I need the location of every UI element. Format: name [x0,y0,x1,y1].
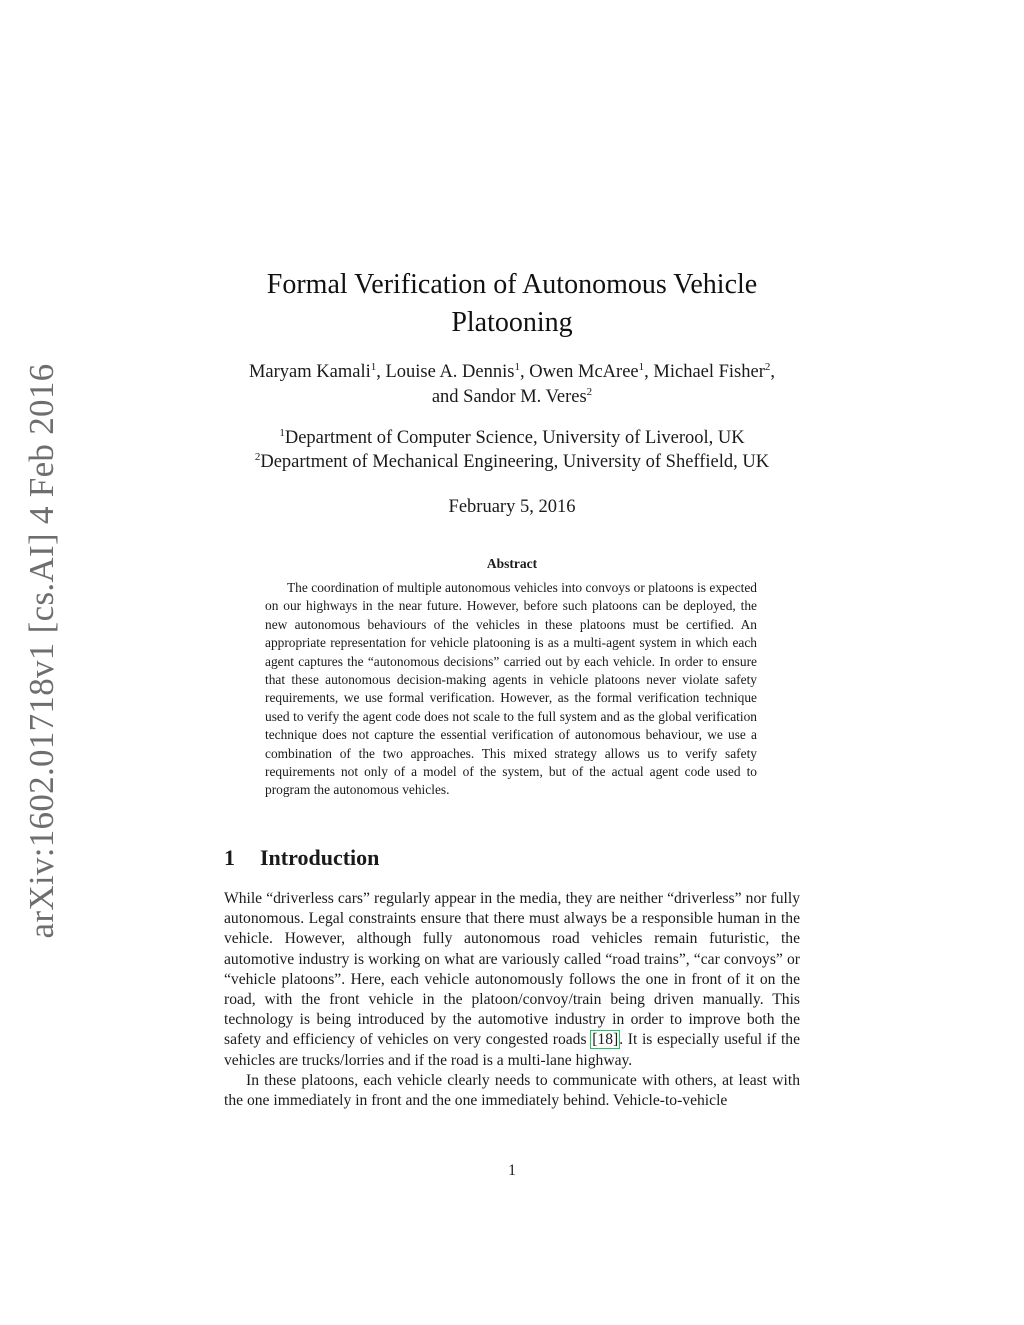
author-affiliation-mark: 2 [586,386,593,398]
intro-paragraph-1 [224,889,800,1071]
author-separator: , [376,362,386,382]
affiliation-list [210,426,814,474]
author-name: Maryam Kamali [248,362,371,382]
author-name: and Sandor M. Veres [431,387,587,407]
author-separator: , [519,362,530,382]
page-number: 1 [508,1162,516,1179]
arxiv-identifier-stamp: arXiv:1602.01718v1 [cs.AI] 4 Feb 2016 [22,363,61,939]
publication-date: February 5, 2016 [448,497,576,517]
intro-paragraph-2: In these platoons, each vehicle clearly needs to communicate with others, at least with the one immediately in front and the one immediately behind. Vehicle-to-vehicle [224,1071,800,1110]
title-line-1: Formal Verification of Autonomous Vehicle [266,269,758,300]
affiliation-text: Department of Mechanical Engineering, University of Sheffield, UK [260,452,770,472]
affiliation-mark: 1 [279,427,285,439]
author-separator: , [770,362,776,382]
author-name: Michael Fisher [653,362,765,382]
author-name: Owen McAree [529,362,639,382]
citation-link[interactable]: [18] [592,1031,619,1049]
intro-paragraph-1-text: While “driverless cars” regularly appear in the media, they are neither “driverless” nor fully autonomous. Legal constraints ensure that there must always be a responsible human in the vehicle. However, although fully autonomous road vehicles remain futuristic, the automotive industry is working on what are variously called “road trains”, “car convoys” or “vehicle platoons”. Here, each vehicle autonomously follows the one in front of it on the road, with the front vehicle in the platoon/convoy/train being driven manually. This technology is being introduced by the automotive industry in order to improve both the safety and efficiency of vehicles on very congested roads [224,890,800,1049]
introduction-body [224,889,800,1111]
abstract-heading: Abstract [486,556,538,571]
affiliation-text: Department of Computer Science, University of Liverool, UK [284,428,745,448]
author-list [210,360,814,410]
affiliation-item [210,426,814,450]
section-number: 1 [224,845,235,870]
author-line-1 [210,360,814,385]
title-line-2: Platooning [451,307,573,338]
author-line-2 [210,385,814,410]
section-title: Introduction [260,845,380,870]
author-affiliation-mark: 1 [638,361,645,373]
intro-paragraph-1-continuation: . It is especially useful if the vehicles are trucks/lorries and if the road is a multi-lane highway. [224,1031,800,1069]
affiliation-mark: 2 [254,451,261,463]
author-affiliation-mark: 1 [514,361,520,373]
author-separator: , [644,362,654,382]
affiliation-item [210,450,814,474]
section-heading-introduction [224,845,379,871]
author-affiliation-mark: 2 [764,361,771,373]
paper-title [224,266,800,342]
author-affiliation-mark: 1 [370,361,377,373]
author-name: Louise A. Dennis [385,362,515,382]
abstract-body: The coordination of multiple autonomous vehicles into convoys or platoons is expected on our highways in the near future. However, before such platoons can be deployed, the new autonomous behaviours of the vehicles in these platoons must be certified. An appropriate representation for vehicle platooning is as a multi-agent system in which each agent captures the “autonomous decisions” carried out by each vehicle. In order to ensure that these autonomous decision-making agents in vehicle platoons never violate safety requirements, we use formal verification. However, as the formal verification technique used to verify the agent code does not scale to the full system and as the global verification technique does not capture the essential verification of autonomous behaviour, we use a combination of the two approaches. This mixed strategy allows us to verify safety requirements not only of a model of the system, but of the actual agent code used to program the autonomous vehicles. [265,580,757,798]
